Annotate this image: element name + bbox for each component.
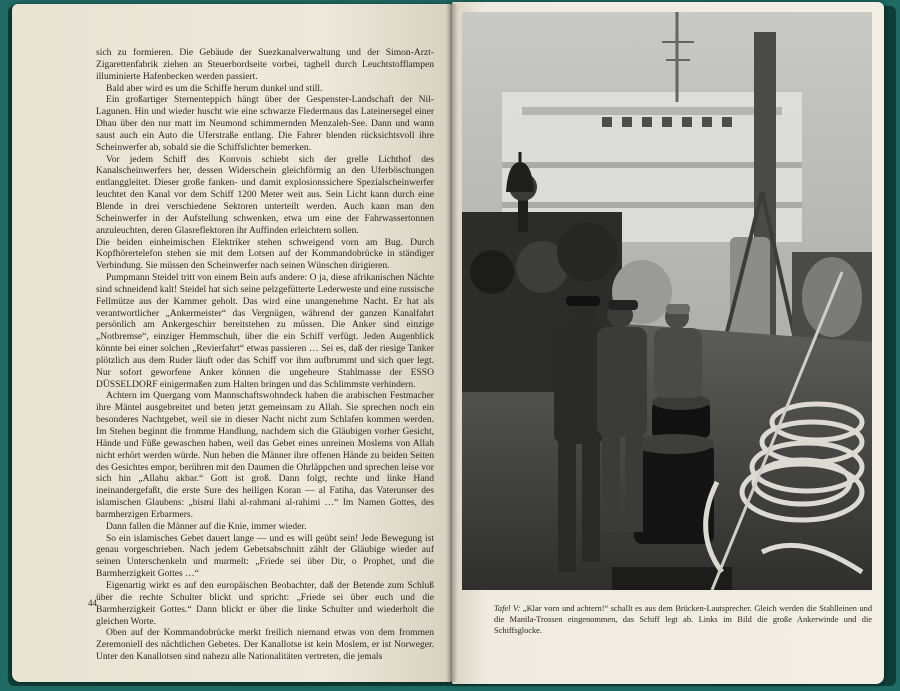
paragraph: So ein islamisches Gebet dauert lange — und es will geübt sein! Jede Bewegung ist genau vorgeschrieben. Nach jedem Gebetsabschnitt zählt der Gläubige wieder auf seinen Unterschenkeln und murmelt: „Friede sei über Dir, o Prophet, und die Barmherzigkeit Gottes …“ [96, 532, 434, 580]
book-gutter [446, 4, 458, 682]
ship-deck-photo [462, 12, 872, 590]
paragraph: Vor jedem Schiff des Konvois schiebt sich der grelle Lichthof des Kanalscheinwerfers her, dessen Widerschein gleichförmig an den Uferböschungen entlanggleitet. Dieser große fanken- und damit explosionssichere Spezialscheinwerfer leuchtet den Kanal vor dem Schiff 1200 Meter weit aus. Sein Licht kann durch eine Blende in drei verschiedene Sektoren unterteilt werden. Auch kann man den Scheinwerfer in der Aufstellung schwenken, etwa um eine der Fahrwassertonnen anzuleuchten, deren Glasreflektoren ihr Auffinden erleichtern sollen. [96, 153, 434, 236]
left-page [12, 4, 452, 682]
paragraph: Bald aber wird es um die Schiffe herum dunkel und still. [106, 82, 323, 94]
page-number: 44 [88, 598, 97, 608]
caption-text: „Klar vorn und achtern!“ schallt es aus dem Brücken-Lautsprecher. Gleich werden die Stahlleinen und die Manila-Trossen eingenommen, das Schiff legt ab. Links im Bild die große Ankerwinde und die Schiffsglocke. [494, 604, 873, 635]
left-page-text [96, 47, 434, 663]
right-page [452, 2, 884, 684]
paragraph: Achtern im Quergang vom Mannschaftswohndeck haben die arabischen Festmacher ihre Mäntel ausgebreitet und beten jetzt gemeinsam zu Allah. Sie sprechen noch ein besonderes Nachtgebet, weil sie in dieser Nacht nicht zum Schlafen kommen werden. Im Stehen beginnt die fromme Handlung, nachdem sich die Gläubigen vorher Gesicht, Hände und Füße gewaschen haben, weil das Gebet eines unreinen Moslems von Allah nicht erhört werden würde. Nun heben die Männer ihre offenen Hände zu beiden Seiten des Gesichtes empor, berühren mit den Daumen die Ohrläppchen und sprechen leise vor sich hin „Allahu akbar.“ Gott ist groß. Dann folgt, rechte und linke Hand ineinandergefaßt, die erste Sure des heiligen Koran — al Fatiha, das Vaterunser des islamischen Glaubens: „bismi llahi al-rahmani al-rahimi …“ Im Namen Gottes, des barmherzigen Erbarmers. [96, 390, 434, 520]
ship-deck-illustration [462, 12, 872, 590]
paragraph: Die beiden einheimischen Elektriker stehen schweigend vorn am Bug. Durch Kopfhörertelefon stehen sie mit dem Lotsen auf der Kommandobrücke in ständiger Verbindung. Sie müssen den Scheinwerfer nach seinen Wünschen dirigieren. [96, 236, 434, 272]
paragraph: Dann fallen die Männer auf die Knie, immer wieder. [106, 520, 307, 532]
paragraph: Eigenartig wirkt es auf den europäischen Beobachter, daß der Betende zum Schluß über die rechte Schulter blickt und spricht: „Friede sei über euch und die Barmherzigkeit Gottes.“ Dann blickt er über die linke Schulter und wiederholt die gleichen Worte. [96, 579, 434, 627]
paragraph: Oben auf der Kommandobrücke merkt freilich niemand etwas von dem frommen Zeremoniell des nächtlichen Gebetes. Der Kanallotse ist kein Moslem, er ist Norweger. Unter den Kanallotsen sind nahezu alle Nationalitäten vertreten, die jemals [96, 627, 434, 663]
paragraph: sich zu formieren. Die Gebäude der Suezkanalverwaltung und der Simon-Arzt-Zigarettenfabrik ziehen an Steuerbordseite vorbei, taghell durch Leuchtstofflampen illuminierte Hafenbecken werden passiert. [96, 47, 434, 82]
paragraph: Ein großartiger Sternenteppich hängt über der Gespenster-Landschaft der Nil-Lagunen. Hin und wieder huscht wie eine schwarze Fledermaus das Lateinersegel einer Dhau über den nur matt im Neumond schimmernden Menzaleh-See. Dann und wann saust auch ein Auto die Uferstraße entlang. Die Fahrer blenden rücksichtsvoll ihre Scheinwerfer ab, sobald sie die Schiffslichter bemerken. [96, 94, 434, 153]
photo-caption [494, 603, 872, 636]
paragraph: Pumpmann Steidel tritt von einem Bein aufs andere: O ja, diese afrikanischen Nächte sind schneidend kalt! Steidel hat sich seine pelzgefütterte Lederweste und eine russische Fellmütze aus der Kammer geholt. Das wird eine unangenehme Nacht. Er hat als verantwortlicher „Ankermeister“ das Vergnügen, während der ganzen Kanalfahrt persönlich am Ankergeschirr bereitstehen zu müssen. Die Anker sind einzige „Notbremse“, einziger Hemmschuh, über die ein Schiff verfügt. Jeden Augenblick könnte bei einer solchen „Revierfahrt“ etwas passieren … Sei es, daß der riesige Tanker plötzlich aus dem Ruder läuft oder das Schiff vor ihm aufbrummt und sich quer legt. Nur sofort geworfene Anker können die ungeheure Stahlmasse der ESSO DÜSSELDORF einigermaßen zum Halten bringen und das Schlimmste verhindern. [96, 272, 434, 390]
caption-label: Tafel V: [494, 604, 521, 613]
